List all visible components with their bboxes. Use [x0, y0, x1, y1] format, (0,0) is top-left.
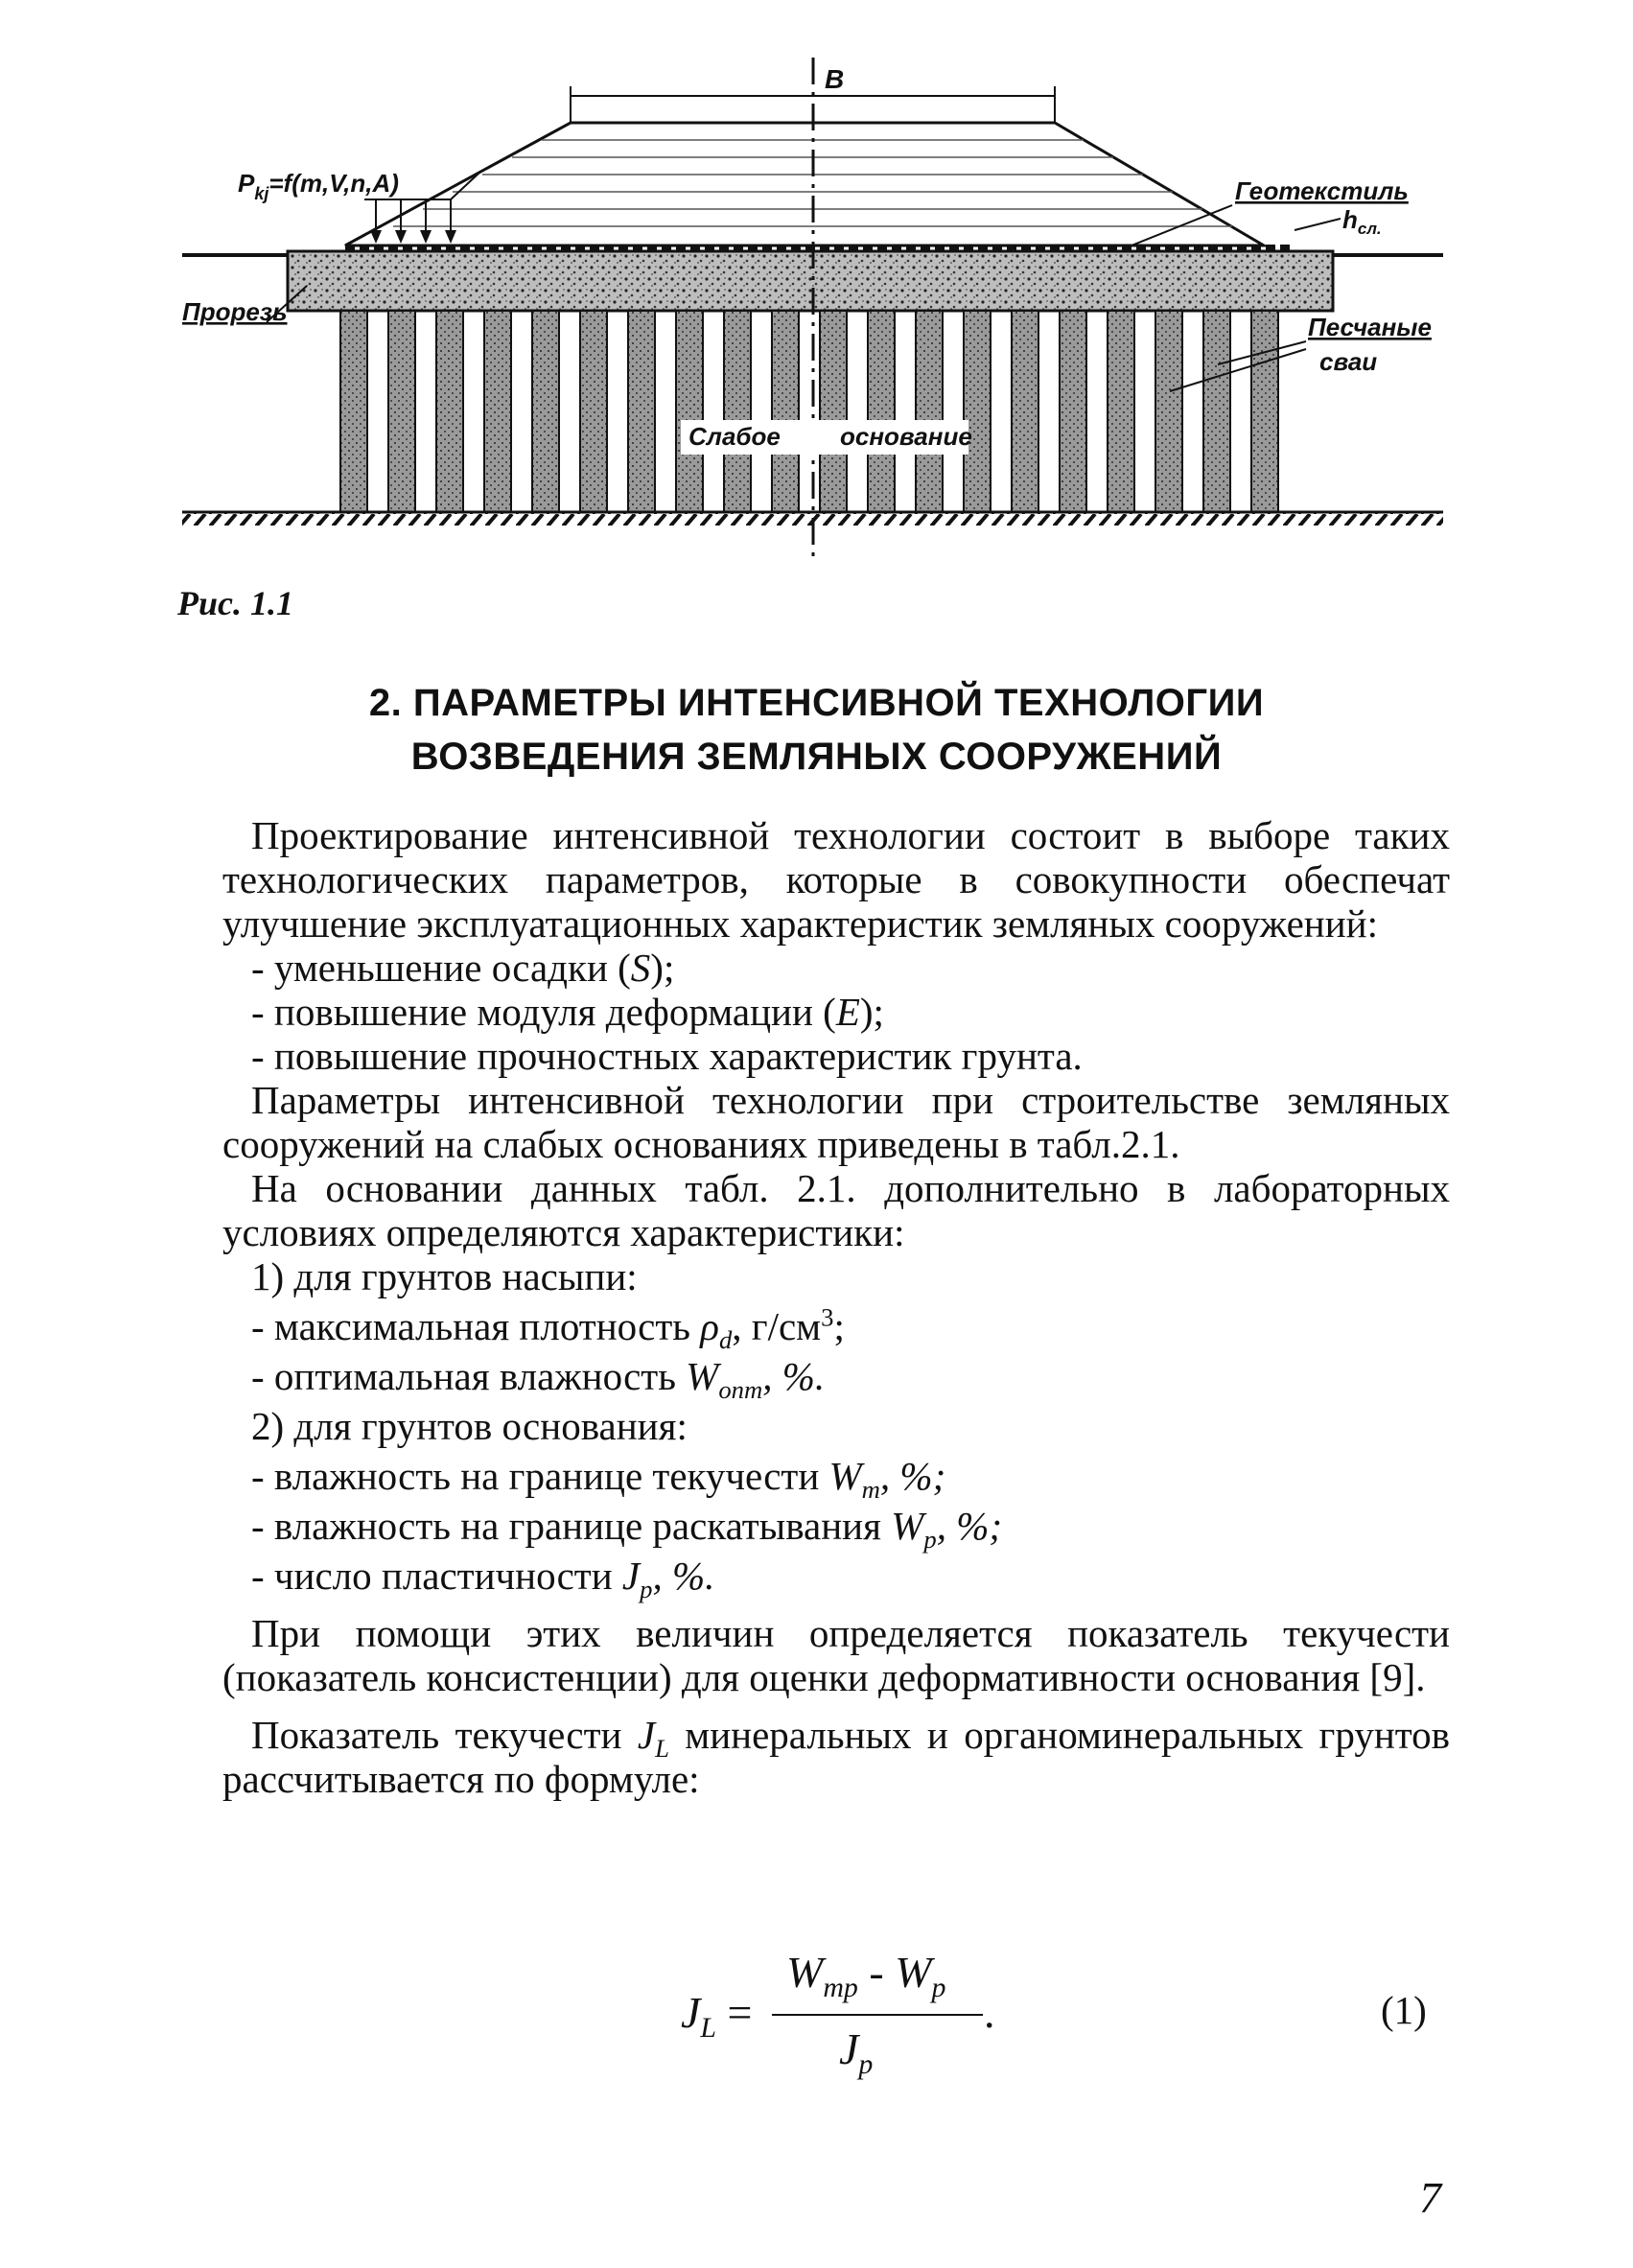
label-load: $P_{kj}=f(m,V,n,A)$ — [238, 169, 399, 203]
embankment — [345, 123, 1264, 246]
list-heading-base: 2) для грунтов основания: — [251, 1404, 688, 1448]
label-width: B — [825, 64, 845, 94]
label-geotextile: Геотекстиль — [1235, 176, 1409, 205]
list-item-settlement: - уменьшение осадки (S); — [251, 946, 675, 990]
heading-line-2: ВОЗВЕДЕНИЯ ЗЕМЛЯНЫХ СООРУЖЕНИЙ — [410, 736, 1223, 778]
paragraph-consistency: При помощи этих величин определяется показатель текучести (показатель консистенции) для оценки деформативности основания [9]. — [222, 1611, 1450, 1699]
list-item-liquid-limit: - влажность на границе текучести $W_т$, %; — [251, 1454, 946, 1505]
list-item-modulus: - повышение модуля деформации (E); — [251, 990, 884, 1034]
equation-number: (1) — [1381, 1988, 1427, 2032]
body-text — [222, 813, 1450, 1801]
label-weak-base-2: основание — [840, 422, 972, 451]
fraction-bar — [772, 2014, 983, 2016]
paragraph-intro: Проектирование интенсивной технологии состоит в выборе таких технологических параметров, которые в совокупности обеспечат улучшение эксплуатационных характеристик земляных сооружений: — [222, 813, 1450, 946]
list-item-plastic-limit: - влажность на границе раскатывания $W_p$, %; — [251, 1504, 1003, 1555]
embankment-figure — [163, 58, 1467, 556]
sand-piles — [340, 311, 1278, 512]
label-thickness: $h_{сл.}$ — [1342, 205, 1382, 238]
formula-numerator: $W_{тр} - W_p$ — [786, 1948, 946, 2004]
sand-layer — [288, 251, 1333, 311]
label-cut: Прорезь — [182, 297, 288, 326]
formula-lhs: $J_L$ = — [681, 1988, 753, 2045]
formula-denominator: $J_p$ — [839, 2024, 874, 2081]
paragraph-lab: На основании данных табл. 2.1. дополнительно в лабораторных условиях определяются характеристики: — [222, 1166, 1450, 1254]
heading-line-1: 2. ПАРАМЕТРЫ ИНТЕНСИВНОЙ ТЕХНОЛОГИИ — [368, 682, 1265, 724]
page-number: 7 — [1419, 2173, 1441, 2222]
formula-period: . — [984, 1988, 995, 2037]
paragraph-parameters: Параметры интенсивной технологии при строительстве земляных сооружений на слабых основаниях приведены в табл.2.1. — [222, 1078, 1450, 1166]
list-item-strength: - повышение прочностных характеристик грунта. — [251, 1034, 1083, 1078]
paragraph-formula-intro: Показатель текучести $J_L$ минеральных и органоминеральных грунтов рассчитывается по формуле: — [222, 1713, 1451, 1801]
label-sand-piles-2: сваи — [1319, 347, 1378, 376]
formula-liquidity-index — [671, 1937, 995, 2081]
list-item-density: - максимальная плотность $\rho_d$, $г/см^3$; — [251, 1302, 845, 1355]
label-weak-base-1: Слабое — [688, 422, 781, 451]
label-sand-piles-1: Песчаные — [1308, 313, 1432, 341]
list-item-plasticity-index: - число пластичности $J_p$, %. — [251, 1554, 715, 1604]
list-heading-fill: 1) для грунтов насыпи: — [251, 1254, 638, 1298]
figure-caption: Рис. 1.1 — [177, 584, 293, 622]
list-item-moisture: - оптимальная влажность $W_{опт}$, %. — [251, 1354, 826, 1405]
section-heading — [0, 676, 1633, 783]
